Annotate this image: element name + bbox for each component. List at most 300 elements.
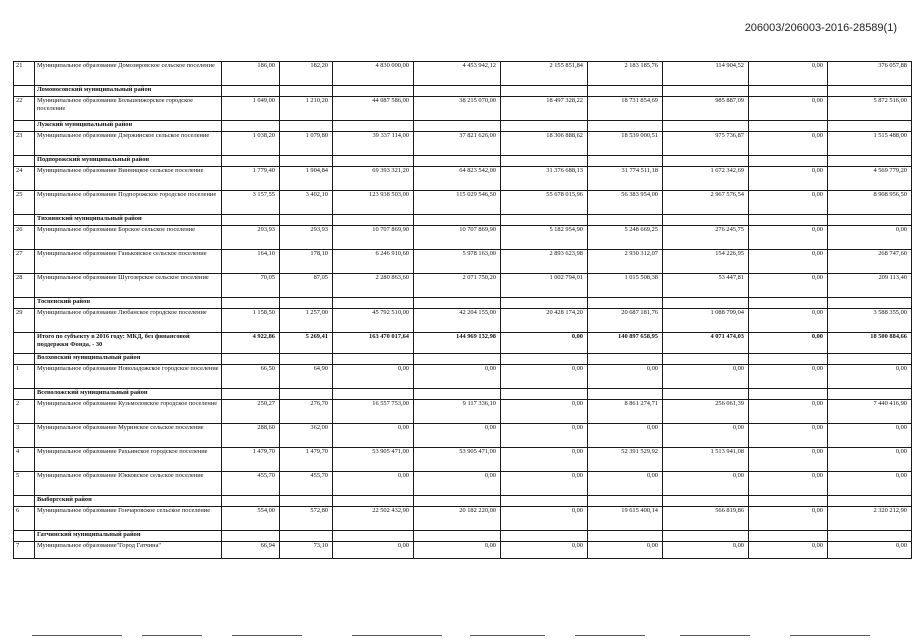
district-header-row	[14, 86, 912, 97]
footer-rule	[0, 633, 905, 639]
value-cell-c8: 0,00	[749, 97, 828, 121]
row-number-cell: 28	[14, 274, 35, 298]
value-cell-c9: 2 320 212,90	[828, 507, 912, 531]
value-cell-c3: 69 393 321,20	[333, 167, 414, 191]
value-cell-c2: 362,00	[280, 424, 333, 448]
value-cell-c3: 2 280 863,60	[333, 274, 414, 298]
value-cell-c2: 5 269,41	[280, 333, 333, 354]
value-cell-c1: 288,60	[222, 424, 280, 448]
value-cell-c5: 55 678 015,96	[501, 191, 588, 215]
value-cell-c4: 2 071 750,20	[414, 274, 501, 298]
value-cell-c8	[749, 531, 828, 542]
value-cell-c5: 31 376 688,13	[501, 167, 588, 191]
value-cell-c2	[280, 121, 333, 132]
value-cell-c7: 0,00	[663, 472, 749, 496]
value-cell-c6: 20 687 181,76	[588, 309, 663, 333]
value-cell-c9	[828, 86, 912, 97]
value-cell-c7	[663, 496, 749, 507]
value-cell-c9	[828, 215, 912, 226]
value-cell-c9: 0,00	[828, 226, 912, 250]
value-cell-c3	[333, 86, 414, 97]
value-cell-c4: 0,00	[414, 424, 501, 448]
value-cell-c4	[414, 121, 501, 132]
value-cell-c7: 114 904,52	[663, 62, 749, 86]
value-cell-c4	[414, 389, 501, 400]
value-cell-c8	[749, 298, 828, 309]
value-cell-c7: 566 819,86	[663, 507, 749, 531]
district-header-row	[14, 496, 912, 507]
value-cell-c7: 4 071 474,03	[663, 333, 749, 354]
value-cell-c1: 1 038,20	[222, 132, 280, 156]
value-cell-c5: 0,00	[501, 400, 588, 424]
value-cell-c5	[501, 496, 588, 507]
row-number-cell: 27	[14, 250, 35, 274]
value-cell-c1	[222, 86, 280, 97]
value-cell-c9	[828, 156, 912, 167]
name-cell: Всеволожский муниципальный район	[35, 389, 222, 400]
row-number-cell	[14, 354, 35, 365]
value-cell-c7: 53 447,81	[663, 274, 749, 298]
value-cell-c3	[333, 354, 414, 365]
value-cell-c5: 0,00	[501, 542, 588, 559]
district-header-row	[14, 121, 912, 132]
value-cell-c9: 0,00	[828, 472, 912, 496]
row-number-cell	[14, 86, 35, 97]
name-cell: Подпорожский муниципальный район	[35, 156, 222, 167]
value-cell-c2: 1 210,20	[280, 97, 333, 121]
value-cell-c4: 4 453 942,12	[414, 62, 501, 86]
name-cell: Муниципальное образование Ганьковское сельское поселение	[35, 250, 222, 274]
value-cell-c5: 5 182 954,90	[501, 226, 588, 250]
value-cell-c4: 37 821 626,00	[414, 132, 501, 156]
value-cell-c4: 42 204 155,00	[414, 309, 501, 333]
value-cell-c2: 1 257,00	[280, 309, 333, 333]
value-cell-c7: 985 887,09	[663, 97, 749, 121]
value-cell-c4: 38 215 070,00	[414, 97, 501, 121]
value-cell-c4	[414, 215, 501, 226]
value-cell-c9: 5 872 516,00	[828, 97, 912, 121]
value-cell-c8	[749, 121, 828, 132]
value-cell-c9: 3 588 355,00	[828, 309, 912, 333]
value-cell-c4: 0,00	[414, 365, 501, 389]
value-cell-c3: 22 502 432,90	[333, 507, 414, 531]
name-cell: Муниципальное образование Винницкое сельское поселение	[35, 167, 222, 191]
table-row	[14, 542, 912, 559]
value-cell-c6	[588, 86, 663, 97]
row-number-cell: 1	[14, 365, 35, 389]
value-cell-c1: 1 479,70	[222, 448, 280, 472]
name-cell: Муниципальное образование Большеижорское городское поселение	[35, 97, 222, 121]
row-number-cell: 2	[14, 400, 35, 424]
value-cell-c4: 10 707 869,90	[414, 226, 501, 250]
value-cell-c6: 56 383 954,00	[588, 191, 663, 215]
value-cell-c7	[663, 86, 749, 97]
name-cell: Тихвинский муниципальный район	[35, 215, 222, 226]
document-id: 206003/206003-2016-28589(1)	[744, 22, 897, 34]
value-cell-c2: 1 479,70	[280, 448, 333, 472]
value-cell-c1: 455,70	[222, 472, 280, 496]
value-cell-c2	[280, 86, 333, 97]
table-row	[14, 274, 912, 298]
value-cell-c3: 0,00	[333, 472, 414, 496]
value-cell-c1: 1 049,00	[222, 97, 280, 121]
name-cell: Муниципальное образование Борское сельское поселение	[35, 226, 222, 250]
value-cell-c8: 0,00	[749, 250, 828, 274]
table-body	[14, 62, 912, 559]
value-cell-c5: 2 893 623,98	[501, 250, 588, 274]
value-cell-c5	[501, 298, 588, 309]
name-cell: Итого по субъекту в 2016 году: МКД, без финансовой поддержки Фонда, - 30	[35, 333, 222, 354]
value-cell-c1: 1 158,50	[222, 309, 280, 333]
value-cell-c6: 140 897 658,95	[588, 333, 663, 354]
value-cell-c3: 0,00	[333, 365, 414, 389]
value-cell-c9	[828, 298, 912, 309]
value-cell-c7: 975 736,87	[663, 132, 749, 156]
value-cell-c8: 0,00	[749, 448, 828, 472]
row-number-cell: 3	[14, 424, 35, 448]
value-cell-c8	[749, 496, 828, 507]
row-number-cell	[14, 389, 35, 400]
value-cell-c9: 0,00	[828, 365, 912, 389]
district-header-row	[14, 298, 912, 309]
table-row	[14, 365, 912, 389]
value-cell-c1: 164,10	[222, 250, 280, 274]
row-number-cell	[14, 156, 35, 167]
value-cell-c9: 376 057,88	[828, 62, 912, 86]
value-cell-c1	[222, 156, 280, 167]
value-cell-c4: 144 969 132,98	[414, 333, 501, 354]
value-cell-c9: 0,00	[828, 424, 912, 448]
value-cell-c2	[280, 354, 333, 365]
value-cell-c9: 0,00	[828, 542, 912, 559]
value-cell-c6: 0,00	[588, 365, 663, 389]
value-cell-c6: 8 861 274,71	[588, 400, 663, 424]
value-cell-c1	[222, 389, 280, 400]
value-cell-c5: 18 497 328,22	[501, 97, 588, 121]
name-cell: Муниципальное образование Рахьинское городское поселение	[35, 448, 222, 472]
value-cell-c2: 64,90	[280, 365, 333, 389]
value-cell-c8	[749, 86, 828, 97]
value-cell-c4	[414, 86, 501, 97]
value-cell-c3: 6 246 910,60	[333, 250, 414, 274]
value-cell-c5	[501, 531, 588, 542]
table-row	[14, 226, 912, 250]
value-cell-c6	[588, 156, 663, 167]
value-cell-c8	[749, 215, 828, 226]
value-cell-c6: 19 615 400,14	[588, 507, 663, 531]
value-cell-c6	[588, 121, 663, 132]
row-number-cell: 24	[14, 167, 35, 191]
district-header-row	[14, 215, 912, 226]
row-number-cell: 5	[14, 472, 35, 496]
value-cell-c5	[501, 86, 588, 97]
value-cell-c9	[828, 121, 912, 132]
value-cell-c6	[588, 354, 663, 365]
district-header-row	[14, 389, 912, 400]
name-cell: Лужский муниципальный район	[35, 121, 222, 132]
value-cell-c1	[222, 531, 280, 542]
value-cell-c7: 276 245,75	[663, 226, 749, 250]
program-table	[13, 61, 912, 559]
value-cell-c3	[333, 121, 414, 132]
name-cell: Муниципальное образование Шугозерское сельское поселение	[35, 274, 222, 298]
row-number-cell: 22	[14, 97, 35, 121]
value-cell-c7: 256 061,39	[663, 400, 749, 424]
name-cell: Муниципальное образование Муринское сельское поселение	[35, 424, 222, 448]
value-cell-c2	[280, 298, 333, 309]
table-row	[14, 309, 912, 333]
value-cell-c8: 0,00	[749, 132, 828, 156]
value-cell-c1	[222, 496, 280, 507]
row-number-cell	[14, 121, 35, 132]
value-cell-c8: 0,00	[749, 191, 828, 215]
district-header-row	[14, 156, 912, 167]
value-cell-c4	[414, 531, 501, 542]
value-cell-c7: 1 672 342,69	[663, 167, 749, 191]
value-cell-c1: 186,00	[222, 62, 280, 86]
name-cell: Муниципальное образование Дзержинское сельское поселение	[35, 132, 222, 156]
value-cell-c9: 4 569 779,20	[828, 167, 912, 191]
value-cell-c8: 0,00	[749, 226, 828, 250]
table-row	[14, 97, 912, 121]
value-cell-c8: 0,00	[749, 62, 828, 86]
value-cell-c4	[414, 354, 501, 365]
value-cell-c1	[222, 215, 280, 226]
value-cell-c2	[280, 156, 333, 167]
value-cell-c8	[749, 156, 828, 167]
name-cell: Ломоносовский муниципальный район	[35, 86, 222, 97]
value-cell-c2: 73,10	[280, 542, 333, 559]
value-cell-c5: 1 002 794,01	[501, 274, 588, 298]
value-cell-c8: 0,00	[749, 424, 828, 448]
value-cell-c8: 0,00	[749, 472, 828, 496]
value-cell-c8: 0,00	[749, 167, 828, 191]
value-cell-c4: 115 029 546,50	[414, 191, 501, 215]
value-cell-c8	[749, 389, 828, 400]
name-cell: Выборгский район	[35, 496, 222, 507]
table-row	[14, 167, 912, 191]
value-cell-c7: 1 088 799,04	[663, 309, 749, 333]
value-cell-c9: 7 440 416,90	[828, 400, 912, 424]
value-cell-c4	[414, 156, 501, 167]
value-cell-c6: 31 774 511,18	[588, 167, 663, 191]
value-cell-c5	[501, 156, 588, 167]
name-cell: Муниципальное образование Подпорожское городское поселение	[35, 191, 222, 215]
row-number-cell	[14, 496, 35, 507]
row-number-cell: 29	[14, 309, 35, 333]
value-cell-c9	[828, 496, 912, 507]
value-cell-c1: 554,00	[222, 507, 280, 531]
value-cell-c3: 163 470 017,64	[333, 333, 414, 354]
value-cell-c9	[828, 531, 912, 542]
value-cell-c6: 2 183 185,76	[588, 62, 663, 86]
value-cell-c2: 1 079,80	[280, 132, 333, 156]
value-cell-c9: 268 747,60	[828, 250, 912, 274]
name-cell: Муниципальное образование Юкковское сельское поселение	[35, 472, 222, 496]
value-cell-c7	[663, 121, 749, 132]
value-cell-c4	[414, 298, 501, 309]
row-number-cell: 21	[14, 62, 35, 86]
value-cell-c2	[280, 531, 333, 542]
value-cell-c2: 3 402,10	[280, 191, 333, 215]
value-cell-c6	[588, 496, 663, 507]
value-cell-c6: 0,00	[588, 542, 663, 559]
value-cell-c3: 53 905 471,00	[333, 448, 414, 472]
value-cell-c4	[414, 496, 501, 507]
value-cell-c3: 0,00	[333, 424, 414, 448]
value-cell-c3	[333, 215, 414, 226]
value-cell-c3: 44 087 586,00	[333, 97, 414, 121]
value-cell-c7: 1 513 941,08	[663, 448, 749, 472]
value-cell-c8: 0,00	[749, 542, 828, 559]
row-number-cell: 26	[14, 226, 35, 250]
row-number-cell	[14, 298, 35, 309]
value-cell-c6	[588, 531, 663, 542]
row-number-cell	[14, 215, 35, 226]
row-number-cell: 25	[14, 191, 35, 215]
value-cell-c2	[280, 215, 333, 226]
value-cell-c5: 20 428 174,20	[501, 309, 588, 333]
name-cell: Тосненский район	[35, 298, 222, 309]
value-cell-c8: 0,00	[749, 365, 828, 389]
table-row	[14, 448, 912, 472]
table-row	[14, 472, 912, 496]
value-cell-c2: 182,20	[280, 62, 333, 86]
value-cell-c3: 45 792 510,00	[333, 309, 414, 333]
value-cell-c7	[663, 156, 749, 167]
row-number-cell	[14, 333, 35, 354]
value-cell-c4: 0,00	[414, 472, 501, 496]
table-row	[14, 400, 912, 424]
value-cell-c8	[749, 354, 828, 365]
value-cell-c3: 39 337 114,00	[333, 132, 414, 156]
value-cell-c7	[663, 354, 749, 365]
value-cell-c2: 276,70	[280, 400, 333, 424]
value-cell-c7: 2 967 576,54	[663, 191, 749, 215]
value-cell-c4: 53 905 471,00	[414, 448, 501, 472]
value-cell-c5: 0,00	[501, 507, 588, 531]
value-cell-c3	[333, 389, 414, 400]
value-cell-c9: 18 500 884,66	[828, 333, 912, 354]
value-cell-c2: 572,80	[280, 507, 333, 531]
value-cell-c6: 2 930 312,07	[588, 250, 663, 274]
name-cell: Волховский муниципальный район	[35, 354, 222, 365]
value-cell-c1	[222, 298, 280, 309]
value-cell-c6: 5 248 669,25	[588, 226, 663, 250]
value-cell-c3	[333, 531, 414, 542]
value-cell-c5: 0,00	[501, 424, 588, 448]
name-cell: Муниципальное образование Новоладожское городское поселение	[35, 365, 222, 389]
value-cell-c3: 123 938 503,00	[333, 191, 414, 215]
row-number-cell: 23	[14, 132, 35, 156]
value-cell-c7: 0,00	[663, 542, 749, 559]
name-cell: Муниципальное образование Кузьмоловское городское поселение	[35, 400, 222, 424]
value-cell-c2: 1 904,84	[280, 167, 333, 191]
value-cell-c5	[501, 121, 588, 132]
value-cell-c8: 0,00	[749, 333, 828, 354]
value-cell-c8: 0,00	[749, 400, 828, 424]
value-cell-c6: 52 391 529,92	[588, 448, 663, 472]
value-cell-c1: 66,94	[222, 542, 280, 559]
value-cell-c7: 0,00	[663, 365, 749, 389]
value-cell-c8: 0,00	[749, 507, 828, 531]
value-cell-c3: 16 557 753,00	[333, 400, 414, 424]
name-cell: Гатчинский муниципальный район	[35, 531, 222, 542]
value-cell-c9: 8 908 956,50	[828, 191, 912, 215]
value-cell-c9: 0,00	[828, 448, 912, 472]
value-cell-c1: 250,27	[222, 400, 280, 424]
value-cell-c1: 4 922,86	[222, 333, 280, 354]
value-cell-c2: 178,10	[280, 250, 333, 274]
value-cell-c6	[588, 389, 663, 400]
value-cell-c4: 0,00	[414, 542, 501, 559]
table-row	[14, 191, 912, 215]
value-cell-c7: 0,00	[663, 424, 749, 448]
table-row	[14, 250, 912, 274]
value-cell-c5	[501, 215, 588, 226]
value-cell-c1: 70,05	[222, 274, 280, 298]
value-cell-c3: 4 830 000,00	[333, 62, 414, 86]
value-cell-c2: 293,93	[280, 226, 333, 250]
name-cell: Муниципальное образование Любанское городское поселение	[35, 309, 222, 333]
value-cell-c5	[501, 354, 588, 365]
value-cell-c3	[333, 298, 414, 309]
value-cell-c6: 0,00	[588, 424, 663, 448]
value-cell-c1: 1 779,40	[222, 167, 280, 191]
value-cell-c2	[280, 389, 333, 400]
value-cell-c1: 293,93	[222, 226, 280, 250]
value-cell-c3	[333, 496, 414, 507]
value-cell-c9	[828, 354, 912, 365]
name-cell: Муниципальное образование Домозировское сельское поселение	[35, 62, 222, 86]
value-cell-c1	[222, 121, 280, 132]
district-header-row	[14, 354, 912, 365]
table-row	[14, 62, 912, 86]
value-cell-c6: 18 731 854,69	[588, 97, 663, 121]
value-cell-c5: 0,00	[501, 448, 588, 472]
value-cell-c5: 18 306 888,62	[501, 132, 588, 156]
name-cell: Муниципальное образование"Город Гатчина"	[35, 542, 222, 559]
value-cell-c5: 0,00	[501, 472, 588, 496]
table-row	[14, 424, 912, 448]
row-number-cell: 4	[14, 448, 35, 472]
value-cell-c9: 209 113,40	[828, 274, 912, 298]
value-cell-c7	[663, 215, 749, 226]
value-cell-c6	[588, 215, 663, 226]
row-number-cell: 6	[14, 507, 35, 531]
value-cell-c4: 9 117 336,10	[414, 400, 501, 424]
value-cell-c2: 87,05	[280, 274, 333, 298]
district-header-row	[14, 531, 912, 542]
value-cell-c7	[663, 389, 749, 400]
total-row	[14, 333, 912, 354]
value-cell-c1: 3 157,55	[222, 191, 280, 215]
value-cell-c7	[663, 298, 749, 309]
table-row	[14, 132, 912, 156]
name-cell: Муниципальное образование Гончаровское сельское поселение	[35, 507, 222, 531]
value-cell-c8: 0,00	[749, 309, 828, 333]
value-cell-c3: 10 707 869,90	[333, 226, 414, 250]
value-cell-c1	[222, 354, 280, 365]
value-cell-c7: 154 226,95	[663, 250, 749, 274]
value-cell-c6: 0,00	[588, 472, 663, 496]
value-cell-c9	[828, 389, 912, 400]
value-cell-c5: 0,00	[501, 365, 588, 389]
value-cell-c2: 455,70	[280, 472, 333, 496]
value-cell-c2	[280, 496, 333, 507]
value-cell-c4: 64 823 542,00	[414, 167, 501, 191]
value-cell-c7	[663, 531, 749, 542]
